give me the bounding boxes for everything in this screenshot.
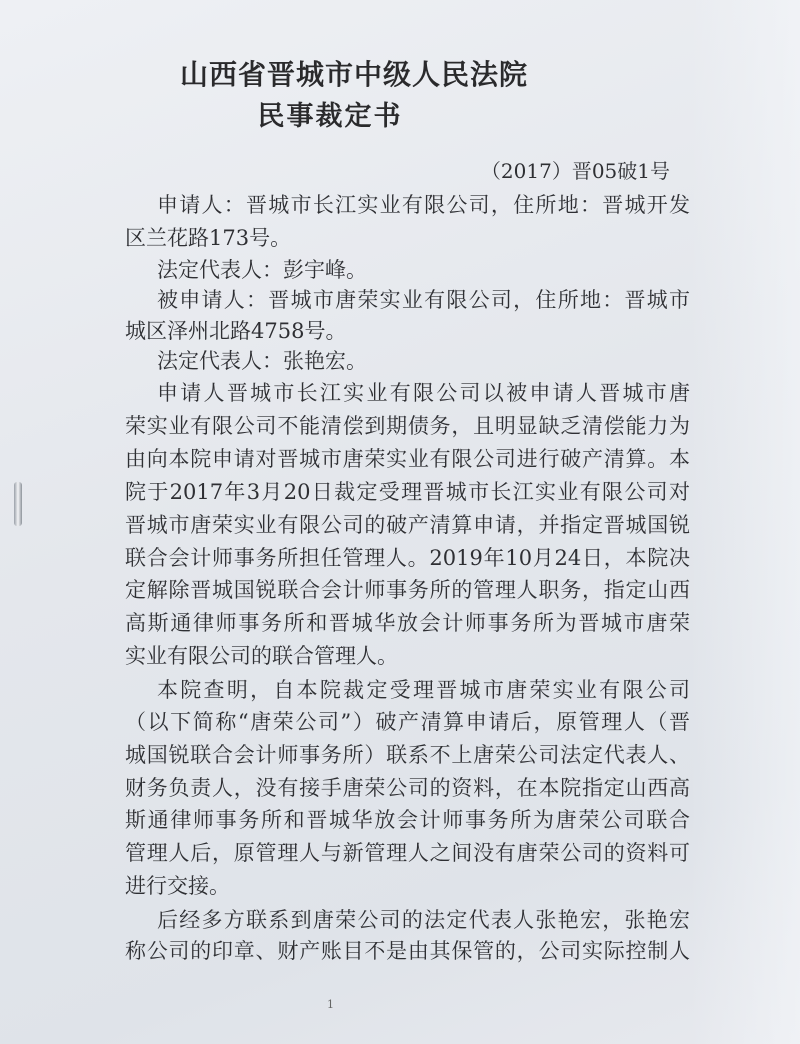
paragraph-line: 联合会计师事务所担任管理人。2019年10月24日，本院决 [125, 546, 690, 570]
paragraph-line: 称公司的印章、财产账目不是由其保管的，公司实际控制人 [125, 939, 690, 963]
applicant-address: 区兰花路173号。 [125, 226, 292, 250]
paragraph-line: 本院查明，自本院裁定受理晋城市唐荣实业有限公司 [157, 678, 690, 702]
applicant-line: 申请人：晋城市长江实业有限公司，住所地：晋城开发 [157, 193, 690, 217]
paragraph-line: 后经多方联系到唐荣公司的法定代表人张艳宏，张艳宏 [157, 908, 690, 932]
staple-icon [14, 482, 22, 526]
paragraph-line: 财务负责人，没有接手唐荣公司的资料，在本院指定山西高 [125, 776, 690, 800]
respondent-address: 城区泽州北路4758号。 [125, 319, 347, 343]
paragraph-line: 院于2017年3月20日裁定受理晋城市长江实业有限公司对 [125, 480, 690, 504]
respondent-representative: 法定代表人：张艳宏。 [157, 349, 367, 373]
case-number: （2017）晋05破1号 [480, 159, 670, 183]
page-number: 1 [327, 998, 334, 1011]
respondent-line: 被申请人：晋城市唐荣实业有限公司，住所地：晋城市 [157, 288, 690, 312]
paragraph-line: 荣实业有限公司不能清偿到期债务，且明显缺乏清偿能力为 [125, 414, 690, 438]
paragraph-line: （以下简称“唐荣公司”）破产清算申请后，原管理人（晋 [125, 710, 690, 734]
paragraph-line: 定解除晋城国锐联合会计师事务所的管理人职务，指定山西 [125, 578, 690, 602]
paragraph-line: 高斯通律师事务所和晋城华放会计师事务所为晋城市唐荣 [125, 611, 690, 635]
paragraph-line: 由向本院申请对晋城市唐荣实业有限公司进行破产清算。本 [125, 447, 690, 471]
paragraph-line: 申请人晋城市长江实业有限公司以被申请人晋城市唐 [157, 381, 690, 405]
paragraph-line: 进行交接。 [125, 874, 230, 898]
applicant-representative: 法定代表人：彭宇峰。 [157, 258, 367, 282]
document-type: 民事裁定书 [257, 101, 403, 132]
court-name: 山西省晋城市中级人民法院 [180, 58, 529, 91]
page-lighting [690, 0, 800, 1044]
paragraph-line: 斯通律师事务所和晋城华放会计师事务所为唐荣公司联合 [125, 808, 690, 832]
paragraph-line: 晋城市唐荣实业有限公司的破产清算申请，并指定晋城国锐 [125, 513, 690, 537]
paragraph-line: 实业有限公司的联合管理人。 [125, 644, 398, 668]
paragraph-line: 城国锐联合会计师事务所）联系不上唐荣公司法定代表人、 [125, 743, 690, 767]
paragraph-line: 管理人后，原管理人与新管理人之间没有唐荣公司的资料可 [125, 841, 690, 865]
